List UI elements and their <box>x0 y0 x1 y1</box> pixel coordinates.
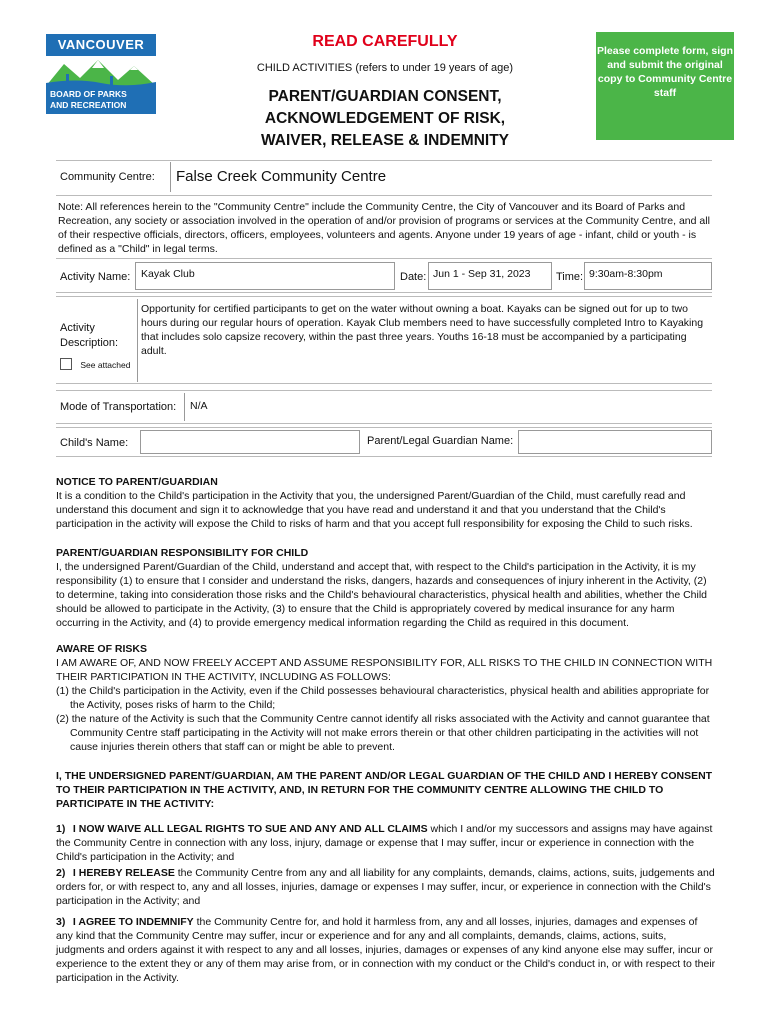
date-field[interactable] <box>428 262 552 290</box>
clause-2-bold: I HEREBY RELEASE <box>72 867 175 879</box>
title-line-2: ACKNOWLEDGEMENT OF RISK, <box>264 110 506 127</box>
activity-description-label-1: Activity <box>60 322 95 334</box>
activity-name-label: Activity Name: <box>60 271 131 283</box>
responsibility-section <box>56 546 716 630</box>
logo-subtitle <box>46 86 156 114</box>
date-label: Date: <box>400 271 427 283</box>
logo-wordmark: VANCOUVER <box>46 34 156 56</box>
clause-3-bold: I AGREE TO INDEMNIFY <box>72 916 194 928</box>
see-attached-label: See attached <box>80 360 131 370</box>
risks-heading: AWARE OF RISKS <box>56 643 148 655</box>
clause-1-bold: I NOW WAIVE ALL LEGAL RIGHTS TO SUE AND ANY AND ALL CLAIMS <box>72 823 428 835</box>
activity-description-value: Opportunity for certified participants to get on the water without owning a boat. Kayaks can be signed out for up to two hours during our regular hours of operation. Kayak Club members need to have successfully completed Intro to Kayaking that includes solo capsize recovery, within the past three years. Youths 16-18 must be accompanied by a participating adult. <box>141 303 704 357</box>
activity-description-label-2: Description: <box>60 337 119 349</box>
logo-line-1: BOARD OF PARKS <box>50 89 127 99</box>
form-subtitle: CHILD ACTIVITIES (refers to under 19 years of age) <box>256 62 514 74</box>
time-label: Time: <box>556 271 584 283</box>
child-name-label: Child's Name: <box>60 437 129 449</box>
community-centre-value: False Creek Community Centre <box>176 168 387 185</box>
notice-section <box>56 475 716 531</box>
guardian-name-field[interactable] <box>518 430 712 454</box>
vancouver-parks-logo <box>46 34 156 122</box>
activity-name-value: Kayak Club <box>141 268 195 280</box>
clause-1 <box>56 822 716 864</box>
guardian-name-label: Parent/Legal Guardian Name: <box>367 435 514 447</box>
read-carefully-heading: READ CAREFULLY <box>312 33 458 50</box>
transport-value: N/A <box>190 400 208 412</box>
risk-item-1: (1) the Child's participation in the Activity, even if the Child possesses behavioural characteristics, physical health and abilities appropriate for the Activity, poses risks of harm to the Child; <box>56 685 710 711</box>
activity-description-field[interactable] <box>137 299 712 382</box>
title-line-3: WAIVER, RELEASE & INDEMNITY <box>260 132 510 149</box>
clause-2-number: 2) <box>56 867 66 879</box>
consent-heading: I, THE UNDERSIGNED PARENT/GUARDIAN, AM THE PARENT AND/OR LEGAL GUARDIAN OF THE CHILD AND I HEREBY CONSENT TO THEIR PARTICIPATION IN THE ACTIVITY, AND, IN RETURN FOR THE COMMUNITY CENTRE ALLOWING THE CHILD TO PARTICIPATE IN THE ACTIVITY: <box>56 770 713 810</box>
instructions-box: Please complete form, sign and submit the original copy to Community Centre staff <box>596 32 734 140</box>
note-text: Note: All references herein to the "Community Centre" include the Community Centre, the City of Vancouver and its Board of Parks and Recreation, any society or association involved in the operation of and/or provision of programs or services at the Community Centre, and all of their respective officials, directors, officers, employees, volunteers and agents. Anyone under 19 years of age - infant, child or youth - is defined as a "Child" in legal terms. <box>58 201 710 255</box>
time-field[interactable] <box>584 262 712 290</box>
notice-heading: NOTICE TO PARENT/GUARDIAN <box>56 476 218 488</box>
mountains-icon <box>46 56 156 86</box>
responsibility-heading: PARENT/GUARDIAN RESPONSIBILITY FOR CHILD <box>56 547 309 559</box>
clause-2-text: the Community Centre from any and all liability for any complaints, demands, claims, actions, suits, judgements and orders for, or with respect to, any and all losses, injuries, damage or expenses I may suffer, incur, or experience in connection with the Child's participation in the Activity; and <box>56 867 715 907</box>
community-centre-field[interactable] <box>170 162 712 192</box>
child-name-field[interactable] <box>140 430 360 454</box>
transport-label: Mode of Transportation: <box>60 401 177 413</box>
community-centre-label: Community Centre: <box>60 171 155 183</box>
responsibility-text: I, the undersigned Parent/Guardian of the Child, understand and accept that, with respect to the Child's participation in the Activity, it is my responsibility (1) to ensure that I consider and understand the risks, dangers, hazards and consequences of injury inherent in the Activity, (2) to determine, taking into consideration those risks and the Child's behavioural characteristics, physical health and abilities, whether the Child should be allowed to participate in the Activity, (3) to ensure that the Child is appropriately covered by medical insurance for any harm occurring in the Activity, and (4) to provide emergency medical information regarding the Child as required in this document. <box>56 561 708 629</box>
see-attached-option[interactable] <box>60 358 130 372</box>
activity-description-label <box>60 321 118 351</box>
risk-item-2: (2) the nature of the Activity is such that the Community Centre cannot identify all risks associated with the Activity and cannot guarantee that Community Centre staff participating in the Activity will not make errors therein or that other children participating in the activities will not cause injuries therein others that staff can or might be able to prevent. <box>56 713 710 753</box>
notice-text: It is a condition to the Child's participation in the Activity that you, the undersigned Parent/Guardian of the Child, must carefully read and understand this document and sign it to acknowledge that you have read and understand it and that you understand that the Child's participation in the activity will expose the Child to risks of harm and that you accept full responsibility for exposing the Child to such risks. <box>56 490 693 530</box>
clause-3-number: 3) <box>56 916 66 928</box>
clause-3-text: the Community Centre for, and hold it harmless from, any and all losses, injuries, damages and expenses of any kind that the Community Centre may suffer, incur or experience and for any and all complaints, demands, claims, actions, suits, judgments and orders against it with respect to any and all losses, injuries, damages or expenses of any kind anyone else may suffer, incur or experience to the extent they or any of them may arise from, or in connection with my conduct or the Child's conduct in, or with respect to their participation in the Activity. <box>56 916 716 984</box>
date-value: Jun 1 - Sep 31, 2023 <box>433 268 531 280</box>
page-title <box>220 86 550 152</box>
activity-name-field[interactable] <box>135 262 395 290</box>
logo-line-2: AND RECREATION <box>50 100 127 110</box>
risks-text: I AM AWARE OF, AND NOW FREELY ACCEPT AND ASSUME RESPONSIBILITY FOR, ALL RISKS TO THE CHILD IN CONNECTION WITH THEIR PARTICIPATION IN THE ACTIVITY, INCLUDING AS FOLLOWS: <box>56 657 713 683</box>
clause-1-text: which I and/or my successors and assigns may have against the Community Centre in connection with any loss, injury, damage or expense that I may suffer, incur or experience in connection with the Child's participation in the Activity; and <box>56 823 713 863</box>
transport-field[interactable] <box>184 393 712 421</box>
see-attached-checkbox[interactable] <box>60 358 72 370</box>
risks-section <box>56 642 716 754</box>
time-value: 9:30am-8:30pm <box>589 268 663 280</box>
clause-1-number: 1) <box>56 823 66 835</box>
clause-3 <box>56 915 716 985</box>
clause-2 <box>56 866 716 908</box>
title-line-1: PARENT/GUARDIAN CONSENT, <box>268 88 502 105</box>
